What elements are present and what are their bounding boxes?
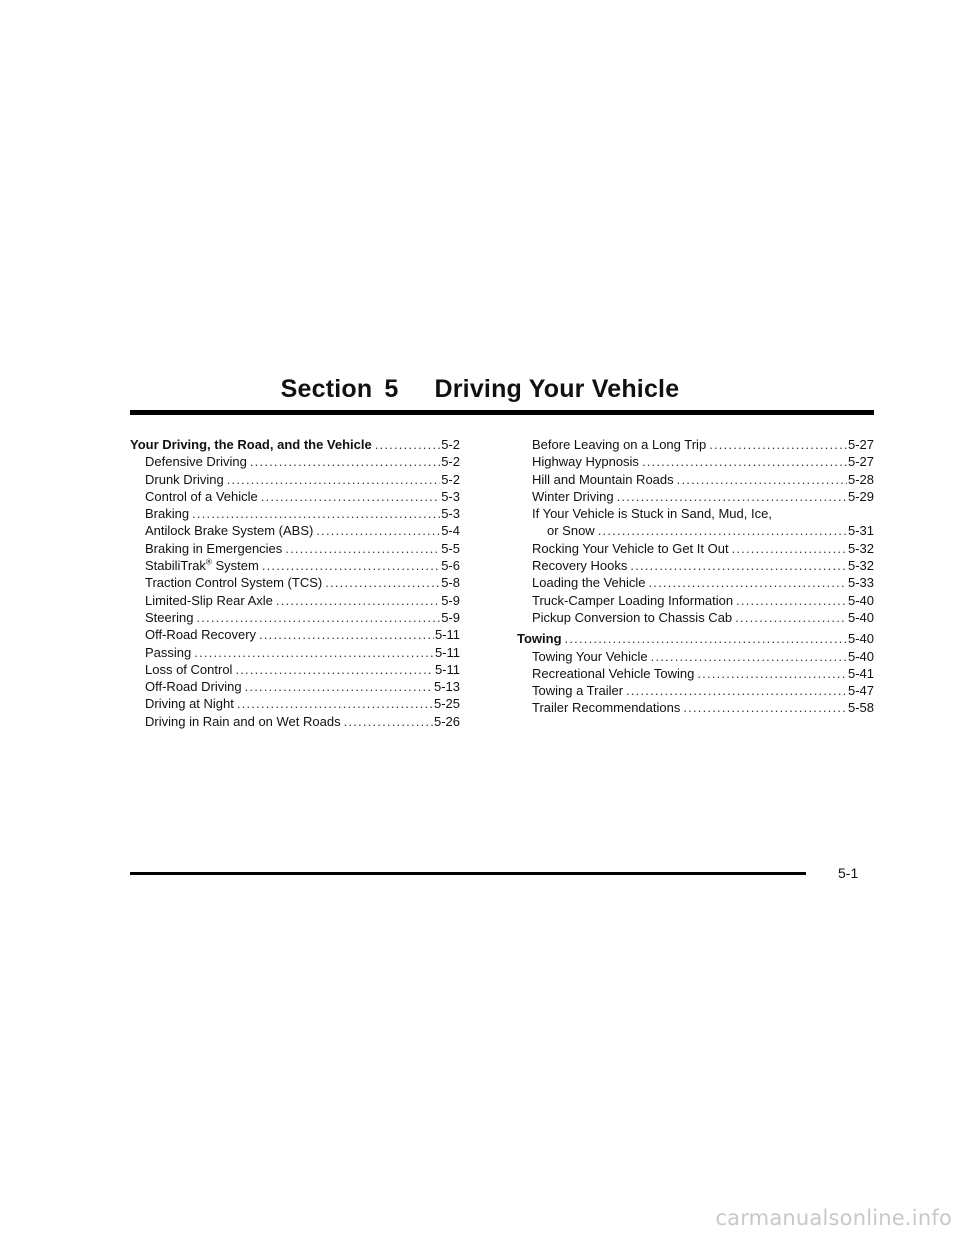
toc-entry-label: [145, 695, 234, 712]
leader-dots: [325, 574, 440, 591]
leader-dots: [626, 682, 847, 699]
leader-dots: [194, 644, 434, 661]
toc-entry-page: 5-41: [847, 665, 874, 681]
toc-entry-label: [532, 592, 733, 609]
leader-dots: [237, 695, 433, 712]
toc-entry-page: 5-3: [441, 506, 460, 522]
toc-entry: [130, 540, 460, 557]
toc-entry-label: [532, 682, 623, 699]
toc-entry-label: [532, 699, 680, 716]
toc-entry-page: 5-58: [847, 700, 874, 716]
leader-dots: [245, 678, 433, 695]
leader-dots: [709, 436, 847, 453]
toc-label-text: Loading the Vehicle: [532, 575, 646, 591]
toc-entry-page: 5-33: [847, 575, 874, 591]
toc-entry: [517, 471, 874, 488]
leader-dots: [375, 436, 440, 453]
toc-label-text: Control of a Vehicle: [145, 488, 258, 504]
leader-dots: [630, 557, 847, 574]
toc-entry: [517, 557, 874, 574]
toc-entry-label: [532, 665, 694, 682]
toc-entry-page: 5-3: [441, 488, 460, 504]
leader-dots: [261, 488, 440, 505]
toc-entry-page: 5-11: [434, 644, 460, 660]
toc-heading-label: [517, 630, 562, 647]
toc-label-text: Before Leaving on a Long Trip: [532, 437, 707, 452]
leader-dots: [259, 626, 434, 643]
toc-label-text: Drunk Driving: [145, 471, 224, 487]
toc-entry: [517, 488, 874, 505]
toc-label-text: Off-Road Driving: [145, 679, 242, 695]
section-title: [0, 375, 960, 404]
toc-entry-label: [145, 453, 247, 470]
toc-entry-label: [145, 626, 256, 643]
toc-entry-label: [532, 453, 639, 470]
toc-entry-page: 5-6: [441, 558, 460, 574]
toc-entry: [130, 661, 460, 678]
leader-dots: [648, 574, 846, 591]
toc-label-text: Towing: [517, 631, 562, 647]
toc-entry-label: [145, 609, 193, 626]
toc-left-column: [130, 436, 460, 730]
toc-entry: [130, 644, 460, 661]
toc-entry-page: 5-26: [433, 713, 460, 729]
toc-entry-page: 5-27: [847, 437, 874, 452]
leader-dots: [651, 648, 847, 665]
section-number: 5: [384, 375, 399, 403]
toc-label-text: Steering: [145, 609, 194, 625]
leader-dots: [736, 592, 847, 609]
leader-dots: [565, 630, 847, 647]
toc-entry: [130, 522, 460, 539]
toc-entry-label: [145, 713, 341, 730]
section-word: Section: [280, 375, 373, 403]
leader-dots: [276, 592, 440, 609]
toc-entry-label: [145, 540, 282, 557]
toc-entry-page: 5-27: [847, 454, 874, 470]
toc-entry: [517, 436, 874, 453]
toc-entry-page: 5-29: [847, 488, 874, 504]
toc-right-column: [517, 436, 874, 717]
toc-entry: [130, 488, 460, 505]
toc-entry-label: [532, 488, 614, 505]
toc-entry: [130, 505, 460, 522]
toc-entry-page: 5-40: [847, 592, 874, 608]
toc-entry-page: 5-31: [847, 523, 874, 539]
toc-entry-label: [532, 540, 729, 557]
toc-entry: [517, 682, 874, 699]
toc-entry-page: 5-9: [441, 592, 460, 608]
toc-heading: [517, 630, 874, 647]
toc-entry-page: 5-9: [441, 609, 460, 625]
page-number: 5-1: [838, 865, 859, 881]
toc-entry-page: 5-2: [441, 437, 460, 452]
toc-entry-page: 5-32: [847, 558, 874, 574]
leader-dots: [677, 471, 847, 488]
toc-label-text: Driving in Rain and on Wet Roads: [145, 713, 341, 729]
toc-entry-page: 5-47: [847, 683, 874, 699]
toc-entry: [130, 592, 460, 609]
leader-dots: [697, 665, 847, 682]
toc-entry-label: [532, 609, 732, 626]
toc-label-text: Truck-Camper Loading Information: [532, 592, 734, 608]
toc-entry: [130, 695, 460, 712]
watermark: carmanualsonline.info: [715, 1206, 952, 1230]
toc-entry: [517, 453, 874, 470]
leader-dots: [235, 661, 434, 678]
toc-entry-label: [145, 557, 259, 574]
leader-dots: [732, 540, 847, 557]
toc-entry-page: 5-4: [441, 523, 460, 539]
leader-dots: [617, 488, 847, 505]
toc-label-text: Your Driving, the Road, and the Vehicle: [130, 437, 372, 452]
registered-mark: ®: [205, 557, 212, 567]
leader-dots: [196, 609, 440, 626]
toc-label-text: Limited-Slip Rear Axle: [145, 592, 273, 608]
leader-dots: [316, 522, 440, 539]
toc-entry-page: 5-2: [441, 471, 460, 487]
toc-entry-label: [532, 648, 648, 665]
toc-entry-page: 5-8: [441, 575, 460, 591]
toc-entry-label: [145, 522, 313, 539]
toc-label-suffix: System: [215, 558, 259, 574]
toc-entry: [130, 471, 460, 488]
leader-dots: [735, 609, 847, 626]
toc-label-text: Hill and Mountain Roads: [532, 471, 674, 487]
leader-dots: [285, 540, 440, 557]
toc-label-text: Braking: [145, 506, 190, 522]
toc-entry: [517, 540, 874, 557]
toc-label-text: Off-Road Recovery: [145, 627, 257, 643]
leader-dots: [192, 505, 440, 522]
toc-label-text: Trailer Recommendations: [532, 700, 681, 716]
toc-entry: [130, 609, 460, 626]
leader-dots: [250, 453, 440, 470]
toc-entry-label: [145, 574, 322, 591]
footer-rule: [130, 872, 806, 875]
toc-entry-label: [145, 471, 224, 488]
toc-label-text: Winter Driving: [532, 488, 614, 504]
toc-entry-page: 5-32: [847, 540, 874, 556]
toc-label-text: Traction Control System (TCS): [145, 575, 323, 591]
leader-dots: [344, 713, 433, 730]
toc-entry: [517, 609, 874, 626]
toc-label-text: Towing a Trailer: [532, 683, 624, 699]
toc-entry: [517, 699, 874, 716]
toc-entry-page: 5-11: [434, 627, 460, 643]
toc-entry: [130, 557, 460, 574]
toc-entry-page: 5-25: [433, 696, 460, 712]
toc-entry-page: 5-40: [847, 631, 874, 647]
toc-entry-label: [532, 436, 706, 453]
toc-entry: [517, 592, 874, 609]
toc-label-text: Highway Hypnosis: [532, 454, 639, 470]
toc-entry-page: 5-13: [433, 679, 460, 695]
toc-entry-label: [145, 678, 242, 695]
toc-label-text: Rocking Your Vehicle to Get It Out: [532, 540, 729, 556]
toc-entry: [130, 626, 460, 643]
toc-entry-page: 5-40: [847, 648, 874, 664]
toc-entry: [130, 574, 460, 591]
toc-label-text: Antilock Brake System (ABS): [145, 523, 314, 539]
toc-entry: [517, 648, 874, 665]
toc-entry: [130, 713, 460, 730]
toc-entry-label: [532, 471, 674, 488]
toc-entry: [517, 522, 874, 539]
toc-label-text: Loss of Control: [145, 661, 233, 677]
toc-label-text: Recreational Vehicle Towing: [532, 665, 695, 681]
leader-dots: [683, 699, 847, 716]
toc-entry: [517, 574, 874, 591]
toc-entry-label: If Your Vehicle is Stuck in Sand, Mud, Ice,: [532, 506, 772, 522]
toc-label-text: Passing: [145, 644, 192, 660]
toc-entry-page: 5-11: [434, 661, 460, 677]
toc-label-text: Towing Your Vehicle: [532, 648, 648, 664]
toc-entry: [130, 453, 460, 470]
toc-label-text: StabiliTrak: [145, 558, 206, 574]
toc-entry-label: [532, 557, 627, 574]
leader-dots: [262, 557, 440, 574]
section-name: Driving Your Vehicle: [434, 375, 680, 403]
title-rule: [130, 410, 874, 415]
toc-entry-label: [532, 574, 645, 591]
leader-dots: [642, 453, 847, 470]
toc-entry-label: [145, 644, 191, 661]
toc-entry-label: [145, 505, 189, 522]
toc-label-text: Braking in Emergencies: [145, 540, 283, 556]
toc-entry: [517, 665, 874, 682]
toc-heading: [130, 436, 460, 453]
toc-label-text: Driving at Night: [145, 696, 234, 712]
leader-dots: [598, 522, 847, 539]
toc-label-text: Recovery Hooks: [532, 558, 628, 574]
toc-entry-label: [145, 592, 273, 609]
toc-entry-page: 5-28: [847, 471, 874, 487]
toc-entry-page: 5-40: [847, 609, 874, 625]
toc-entry-label: or Snow: [547, 523, 595, 539]
toc-label-text: Pickup Conversion to Chassis Cab: [532, 609, 733, 625]
leader-dots: [227, 471, 440, 488]
toc-heading-label: [130, 436, 372, 453]
toc-entry-line: [517, 505, 874, 522]
toc-entry-page: 5-5: [441, 540, 460, 556]
toc-entry-label: [145, 661, 232, 678]
toc-entry-page: 5-2: [441, 454, 460, 470]
toc-entry-label: [145, 488, 258, 505]
toc-entry: [130, 678, 460, 695]
toc-label-text: Defensive Driving: [145, 454, 247, 470]
